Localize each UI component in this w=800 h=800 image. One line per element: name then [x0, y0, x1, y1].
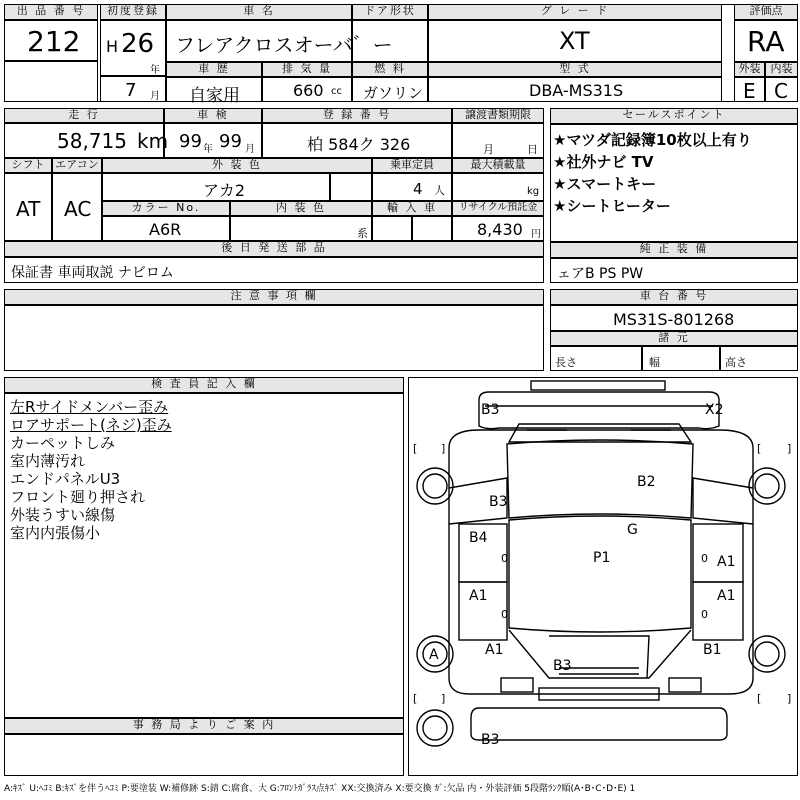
mark-a1-left-low: A1: [485, 642, 504, 658]
lot-number: 212: [27, 25, 81, 58]
sales-points-label: セールスポイント: [550, 108, 798, 124]
inspector-note: 外装うすい線傷: [10, 506, 116, 524]
model: DBA-MS31S: [529, 81, 624, 100]
int-score-cell: [765, 77, 798, 102]
chassis-number: MS31S-801268: [613, 310, 735, 329]
mark-b3-left: B3: [489, 494, 508, 510]
svg-text:]: ]: [787, 692, 792, 705]
reg-month: 7: [125, 80, 137, 101]
sales-point-item: ★スマートキー: [553, 175, 657, 193]
door-type-cell: [352, 20, 428, 62]
dimensions-label: 諸 元: [550, 331, 798, 346]
svg-text:[: [: [413, 442, 418, 455]
model-cell: [428, 77, 722, 102]
inspector-note: エンドパネルU3: [10, 470, 121, 488]
length-label: 長さ: [555, 356, 577, 369]
model-label: 型 式: [428, 62, 722, 77]
capacity-cell: [372, 173, 452, 201]
recycle-label: リサイクル預託金: [452, 201, 544, 216]
aircon: AC: [64, 197, 92, 221]
score-cell: [734, 20, 798, 62]
import-cell-a: [372, 216, 412, 241]
reg-number-label: 登 録 番 号: [262, 108, 452, 123]
history-label: 車 歴: [166, 62, 262, 77]
later-parts-label: 後 日 発 送 部 品: [4, 241, 544, 257]
hood-outline: [507, 440, 693, 518]
zero-mark: 0: [501, 552, 508, 565]
svg-text:]: ]: [787, 442, 792, 455]
lot-number-label: 出 品 番 号: [4, 4, 98, 20]
later-parts-cell: [4, 257, 544, 283]
inspection-year-unit: 年: [203, 144, 213, 155]
sales-point-item: ★シートヒーター: [553, 197, 671, 215]
mark-b4: B4: [469, 530, 488, 546]
grade: XT: [559, 27, 590, 55]
mark-a1-left-mid: A1: [469, 588, 488, 604]
transfer-label: 譲渡書類期限: [452, 108, 544, 123]
mileage: 58,715: [57, 129, 127, 153]
inspection-month: 99: [219, 131, 242, 152]
inspector-note: 左Rサイドメンバー歪み: [10, 398, 169, 416]
office-label: 事 務 局 よ り ご 案 内: [4, 718, 404, 734]
inspector-note: フロント廻り押され: [10, 488, 146, 506]
ext-color-cell: [102, 173, 330, 201]
svg-text:[: [: [757, 692, 762, 705]
inspection-label: 車 検: [164, 108, 262, 123]
mark-g: G: [627, 522, 638, 538]
history: 自家用: [189, 86, 240, 106]
car-name: フレアクロスオーバ゛ー: [175, 33, 393, 57]
import-cell-b: [412, 216, 452, 241]
shift-cell: [4, 173, 52, 241]
chassis-label: 車 台 番 号: [550, 289, 798, 305]
mileage-cell: [4, 123, 169, 158]
svg-text:[: [: [757, 442, 762, 455]
svg-text:[: [: [413, 692, 418, 705]
displacement-cell: [262, 77, 352, 102]
height-cell: [720, 346, 798, 371]
grade-cell: [428, 20, 722, 62]
car-diagram: [409, 378, 797, 775]
width-label: 幅: [649, 356, 660, 369]
damage-diagram-panel: [408, 377, 798, 776]
svg-text:]: ]: [441, 442, 446, 455]
car-name-cell: [166, 20, 393, 62]
office-area: [4, 734, 404, 776]
max-load-unit: kg: [527, 186, 540, 197]
grade-label: グ レ ー ド: [428, 4, 722, 20]
inspection-cell: [164, 123, 262, 158]
width-cell: [642, 346, 720, 371]
era: H: [106, 37, 119, 56]
year-unit: 年: [150, 65, 160, 76]
ext-color-label: 外 装 色: [102, 158, 372, 173]
reg-number-cell: [262, 123, 452, 158]
mark-b3-bottom: B3: [553, 658, 572, 674]
notes-area: [4, 305, 544, 371]
mark-a1-right-upper: A1: [717, 554, 736, 570]
int-color-label: 内 装 色: [230, 201, 372, 216]
aircon-label: エアコン: [52, 158, 102, 173]
capacity: 4: [413, 180, 423, 198]
lot-blank-cell: [4, 61, 98, 102]
first-reg-label: 初度登録: [100, 4, 166, 20]
genuine-cell: [550, 258, 798, 283]
svg-text:]: ]: [441, 692, 446, 705]
roof-bar-outline: [531, 381, 665, 390]
reg-year: 26: [121, 29, 155, 59]
transfer-cell: [452, 123, 544, 158]
roof-outline: [509, 516, 691, 632]
chassis-cell: [550, 305, 798, 331]
mark-b3-top: B3: [481, 402, 500, 418]
sales-points-cell: [550, 124, 798, 242]
zero-mark: 0: [701, 552, 708, 565]
capacity-unit: 人: [434, 184, 445, 197]
int-score: C: [774, 79, 788, 103]
inspector-note: 室内内張傷小: [10, 524, 101, 542]
zero-mark: 0: [501, 608, 508, 621]
mileage-unit: km: [137, 129, 169, 153]
notes-label: 注 意 事 項 欄: [4, 289, 544, 305]
inspection-month-unit: 月: [245, 144, 255, 155]
score: RA: [747, 25, 785, 58]
capacity-label: 乗車定員: [372, 158, 452, 173]
int-color-cell: [230, 216, 372, 241]
later-parts: 保証書 車両取説 ナビロム: [11, 265, 174, 281]
inspector-note: 室内薄汚れ: [10, 452, 86, 470]
aircon-cell: [52, 173, 102, 241]
first-reg-year-cell: [100, 20, 166, 76]
lot-number-cell: [4, 20, 98, 61]
inspection-year: 99: [179, 131, 202, 152]
displacement-label: 排 気 量: [262, 62, 352, 77]
height-label: 高さ: [725, 356, 747, 369]
genuine-label: 純 正 装 備: [550, 242, 798, 258]
mark-x2: X2: [705, 402, 724, 418]
displacement-unit: cc: [331, 86, 342, 97]
ext-score: E: [743, 79, 756, 103]
fuel: ガソリン: [363, 84, 424, 102]
fuel-label: 燃 料: [352, 62, 428, 77]
front-bumper-outline: [479, 392, 719, 429]
sales-point-item: ★社外ナビ TV: [553, 153, 654, 171]
legend-text: A:ｷｽﾞ U:ﾍｺﾐ B:ｷｽﾞを伴うﾍｺﾐ P:要塗装 W:補修跡 S:錆 C:腐食、大 G:ﾌﾛﾝﾄｶﾞﾗｽ点ｷｽﾞ XX:交換済み X:要交換 ｶﾞ:欠品 内・外装評価 5段階ﾗﾝｸ順(A･B･C･D･E) 1: [4, 784, 636, 794]
inspector-note: カーペットしみ: [10, 434, 116, 452]
zero-mark: 0: [701, 608, 708, 621]
color-no: A6R: [149, 220, 182, 239]
displacement: 660: [293, 81, 324, 100]
mark-b2: B2: [637, 474, 656, 490]
first-reg-month-cell: [100, 76, 166, 102]
score-label: 評価点: [734, 4, 798, 20]
mileage-label: 走 行: [4, 108, 164, 123]
reg-number: 柏 584ク 326: [307, 135, 411, 154]
mark-a1-right-mid: A1: [717, 588, 736, 604]
inspector-notes-area: [4, 393, 404, 718]
length-cell: [550, 346, 642, 371]
recycle: 8,430: [477, 220, 523, 239]
month-unit: 月: [150, 91, 160, 102]
ext-color-extra-cell: [330, 173, 372, 201]
transfer-day-unit: 日: [527, 143, 538, 156]
ext-score-cell: [734, 77, 765, 102]
shift: AT: [16, 197, 41, 221]
recycle-cell: [452, 216, 544, 241]
color-no-cell: [102, 216, 230, 241]
inspector-label: 検 査 員 記 入 欄: [4, 377, 404, 393]
max-load-cell: [452, 173, 544, 201]
mark-a-circle: A: [429, 647, 439, 663]
fuel-cell: [352, 77, 428, 102]
mark-b1: B1: [703, 642, 722, 658]
shift-label: シフト: [4, 158, 52, 173]
door-type-label: ドア形状: [352, 4, 428, 20]
history-cell: [166, 77, 262, 106]
ext-color: アカ2: [203, 181, 246, 200]
ext-score-label: 外装: [734, 62, 765, 77]
inspector-note: ロアサポート(ネジ)歪み: [10, 416, 172, 434]
mark-p1: P1: [593, 550, 611, 566]
import-label: 輸 入 車: [372, 201, 452, 216]
int-color-unit: 系: [357, 227, 368, 240]
max-load-label: 最大積載量: [452, 158, 544, 173]
genuine-equipment: ェアB PS PW: [557, 266, 644, 282]
transfer-month-unit: 月: [483, 143, 494, 156]
sales-point-item: ★マツダ記録簿10枚以上有り: [553, 131, 752, 149]
int-score-label: 内装: [765, 62, 798, 77]
mark-b3-spare: B3: [481, 732, 500, 748]
color-no-label: カラー No.: [102, 201, 230, 216]
recycle-unit: 円: [531, 229, 541, 240]
car-name-label: 車 名: [166, 4, 352, 20]
